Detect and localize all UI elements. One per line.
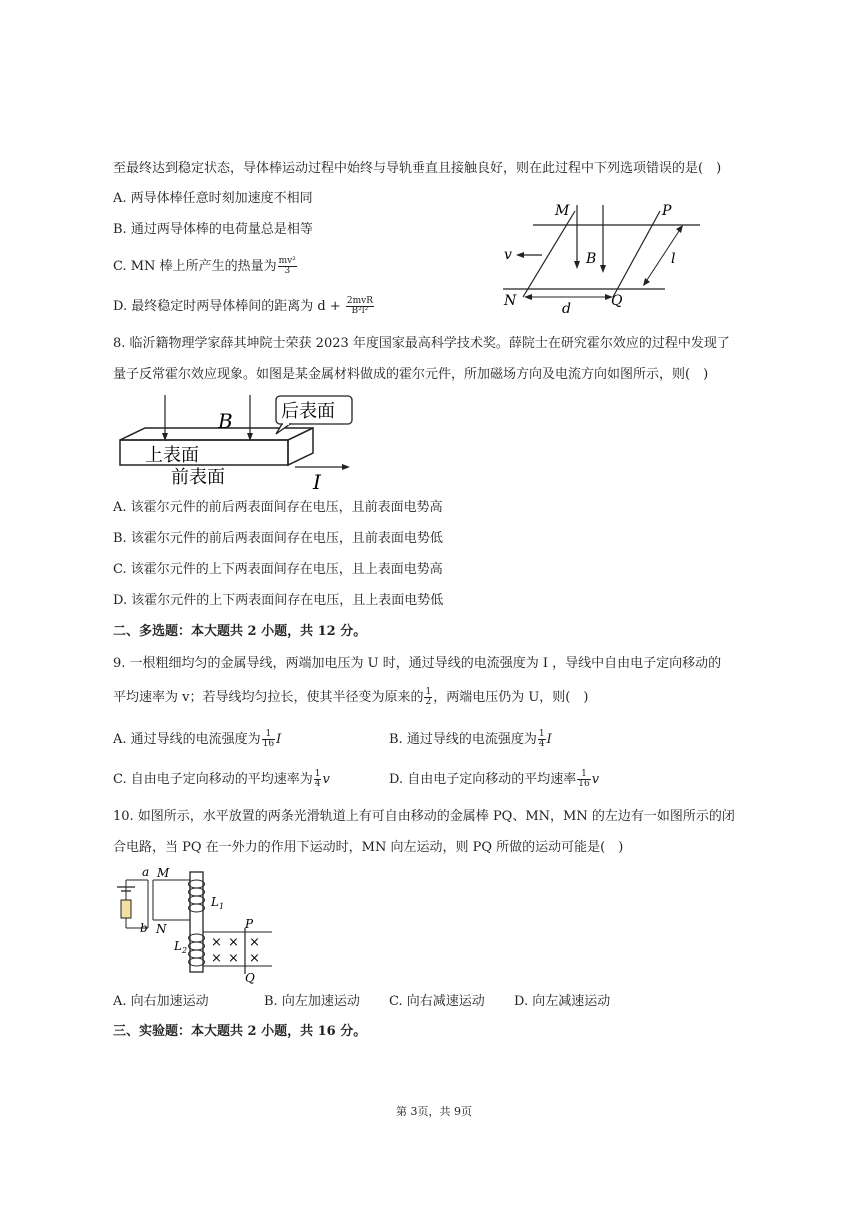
q10-label-L1: $L_1$ [211,895,225,911]
q8-label-B: B [218,409,233,433]
q7-option-d [113,297,375,316]
q7-option-d-fraction: $\frac{\text{2mvR}}{\text{B²l²}}$ [346,296,373,316]
q8-option-b: B. 该霍尔元件的前后两表面间存在电压，且前表面电势低 [113,531,443,546]
q8-stem-line1: 8. 临沂籍物理学家薛其坤院士荣获 2023 年度国家最高科学技术奖。薛院士在研究霍尔效应的过程中发现了 [113,336,730,351]
q9-stem-line2: 平均速率为 v；若导线均匀拉长，使其半径变为原来的 $\frac{1}{2}$ ，两端电压仍为 U，则( ) [113,687,589,707]
svg-text:×: × [249,935,260,950]
q8-label-back-surface: 后表面 [281,401,335,422]
q10-label-b: b [140,921,148,935]
q7-option-d-text: D. 最终稳定时两导体棒间的距离为 d + [113,299,345,314]
q10-option-b: B. 向左加速运动 [264,994,360,1009]
svg-text:×: × [228,951,239,966]
q7-label-N: N [504,293,517,309]
q7-label-l: l [671,251,676,267]
q8-option-c: C. 该霍尔元件的上下两表面间存在电压，且上表面电势高 [113,562,443,577]
q9-stem-fraction: $\frac{1}{2}$ [425,687,432,707]
q7-label-Q: Q [611,293,623,309]
q10-label-P: P [245,917,254,931]
q9-option-b: B. 通过导线的电流强度为 $\frac{1}{4}$ I [389,729,552,749]
q8-hall-figure [115,393,365,493]
q7-stem: 至最终达到稳定状态，导体棒运动过程中始终与导轨垂直且接触良好，则在此过程中下列选项错误的是( ) [113,161,722,176]
q7-option-c-fraction: $\frac{\text{mv²}}{3}$ [278,256,296,276]
section-2-heading: 二、多选题：本大题共 2 小题，共 12 分。 [113,624,367,639]
q9-stem-line1: 9. 一根粗细均匀的金属导线，两端加电压为 U 时，通过导线的电流强度为 I ，导线中自由电子定向移动的 [113,656,722,671]
q7-option-b: B. 通过两导体棒的电荷量总是相等 [113,222,313,237]
q8-stem-line2: 量子反常霍尔效应现象。如图是某金属材料做成的霍尔元件，所加磁场方向及电流方向如图所示，则( ) [113,367,709,382]
q10-stem-line1: 10. 如图所示，水平放置的两条光滑轨道上有可自由移动的金属棒 PQ、MN，MN 的左边有一如图所示的闭 [113,809,735,824]
q7-label-M: M [555,203,570,219]
q10-option-a: A. 向右加速运动 [113,994,209,1009]
q10-label-N: N [156,922,167,936]
q7-label-P: P [662,203,672,219]
q10-option-c: C. 向右减速运动 [389,994,485,1009]
q7-option-a: A. 两导体棒任意时刻加速度不相同 [113,191,313,206]
q9-option-c: C. 自由电子定向移动的平均速率为 $\frac{1}{4}$ v [113,769,330,789]
q8-label-front-surface: 前表面 [171,467,225,488]
svg-text:×: × [228,935,239,950]
q7-rail-figure [495,195,710,315]
section-3-heading: 三、实验题：本大题共 2 小题，共 16 分。 [113,1024,367,1039]
q8-label-I: I [313,470,321,493]
q9-option-d: D. 自由电子定向移动的平均速率 $\frac{1}{16}$ v [389,769,600,789]
q9-option-a: A. 通过导线的电流强度为 $\frac{1}{16}$ I [113,729,282,749]
q8-option-d: D. 该霍尔元件的上下两表面间存在电压，且上表面电势低 [113,593,444,608]
q10-option-d: D. 向左减速运动 [514,994,611,1009]
svg-text:×: × [211,935,222,950]
q10-label-Q: Q [245,971,255,984]
page-footer: 第 3页，共 9页 [396,1105,472,1118]
q7-label-B: B [586,251,597,267]
q7-label-d: d [562,301,571,315]
svg-text:×: × [211,951,222,966]
q10-stem-line2: 合电路，当 PQ 在一外力的作用下运动时，MN 向左运动，则 PQ 所做的运动可能是( ) [113,840,624,855]
q7-option-c [113,257,298,276]
q10-label-L2: $L_2$ [174,939,188,955]
q7-label-v: v [504,247,512,263]
q7-option-c-text: C. MN 棒上所产生的热量为 [113,259,277,274]
q8-option-a: A. 该霍尔元件的前后两表面间存在电压，且前表面电势高 [113,500,443,515]
svg-text:×: × [249,951,260,966]
q8-label-top-surface: 上表面 [145,445,199,466]
q10-label-a: a [142,865,150,879]
q10-circuit-figure [112,862,272,984]
q10-label-M: M [157,866,170,880]
